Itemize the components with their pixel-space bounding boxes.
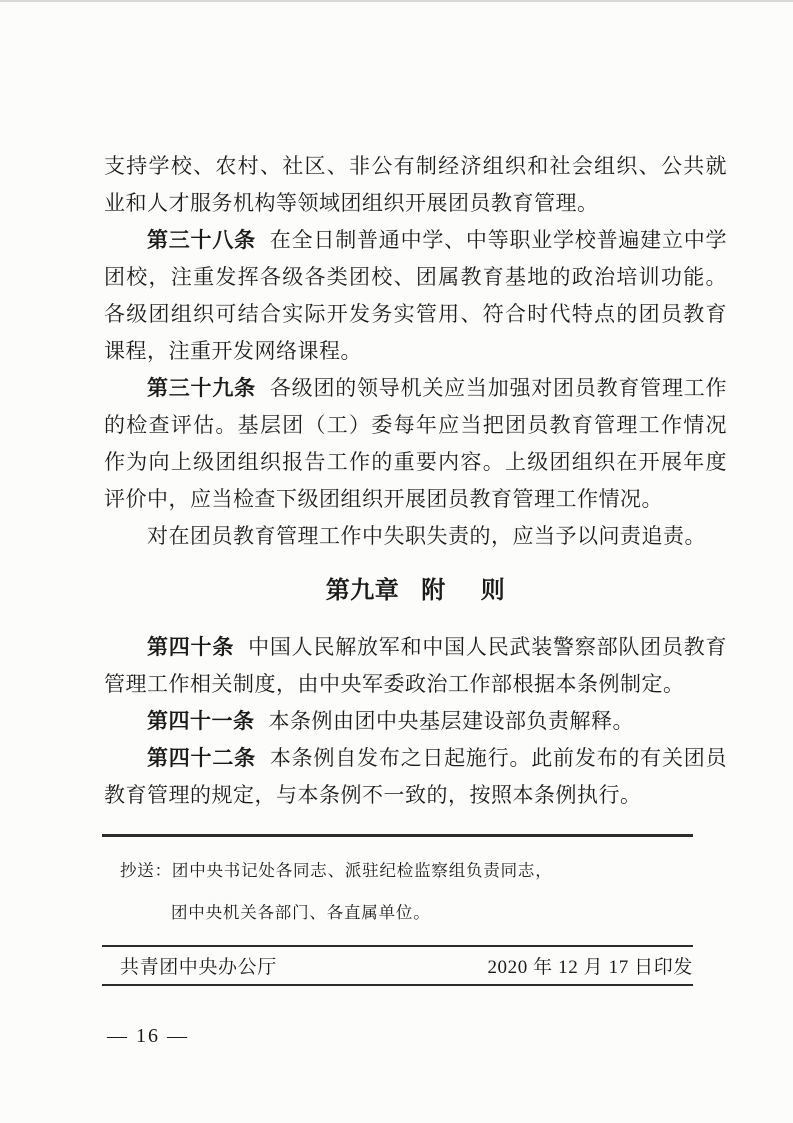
article-41 <box>104 703 727 740</box>
cc-label: 抄送： <box>120 861 172 880</box>
article-40 <box>104 629 727 703</box>
article-40-number: 第四十条 <box>147 635 235 659</box>
document-body <box>104 148 727 814</box>
issuing-office: 共青团中央办公厅 <box>120 957 277 978</box>
chapter-heading <box>104 573 727 610</box>
article-39-number: 第三十九条 <box>147 376 256 400</box>
article-42-number: 第四十二条 <box>147 746 256 770</box>
article-41-text: 本条例由团中央基层建设部负责解释。 <box>268 709 634 733</box>
scan-edge-artifact <box>0 0 793 2</box>
article-39 <box>104 370 727 518</box>
article-41-number: 第四十一条 <box>147 709 255 733</box>
chapter-title-word-1: 附 <box>421 578 446 604</box>
chapter-title-word-2: 则 <box>480 578 506 604</box>
cc-recipients-2: 团中央机关各部门、各直属单位。 <box>171 903 431 922</box>
cc-line-2 <box>104 892 693 934</box>
divider-above-cc <box>102 834 693 837</box>
paragraph-continuation <box>104 148 727 222</box>
paragraph-text: 对在团员教育管理工作中失职失责的，应当予以问责追责。 <box>147 524 706 548</box>
footer-row <box>104 947 693 984</box>
article-39-text: 各级团的领导机关应当加强对团员教育管理工作的检查评估。基层团（工）委每年应当把团员教育管理工作情况作为向上级团组织报告工作的重要内容。上级团组织在开展年度评价中，应当检查下级团组织开展团员教育管理工作情况。 <box>104 376 728 511</box>
print-date: 2020 年 12 月 17 日印发 <box>487 957 693 978</box>
page-number: — 16 — <box>107 1025 189 1047</box>
article-38-number: 第三十八条 <box>147 228 256 252</box>
article-42 <box>104 740 727 814</box>
article-40-text: 中国人民解放军和中国人民武装警察部队团员教育管理工作相关制度，由中央军委政治工作部根据本条例制定。 <box>104 635 728 696</box>
paragraph-text: 支持学校、农村、社区、非公有制经济组织和社会组织、公共就业和人才服务机构等领域团组织开展团员教育管理。 <box>104 154 727 215</box>
article-38-text: 在全日制普通中学、中等职业学校普遍建立中学团校，注重发挥各级各类团校、团属教育基地的政治培训功能。各级团组织可结合实际开发务实管用、符合时代特点的团员教育课程，注重开发网络课程。 <box>104 228 728 363</box>
article-42-text: 本条例自发布之日起施行。此前发布的有关团员教育管理的规定，与本条例不一致的，按照本条例执行。 <box>104 746 728 807</box>
article-38 <box>104 222 727 370</box>
chapter-number: 第九章 <box>325 578 400 604</box>
cc-line-1 <box>104 850 693 892</box>
divider-below-footer <box>102 984 693 986</box>
paragraph-accountability <box>104 518 727 555</box>
cc-recipients-1: 团中央书记处各同志、派驻纪检监察组负责同志， <box>171 861 553 880</box>
cc-block <box>104 850 693 934</box>
